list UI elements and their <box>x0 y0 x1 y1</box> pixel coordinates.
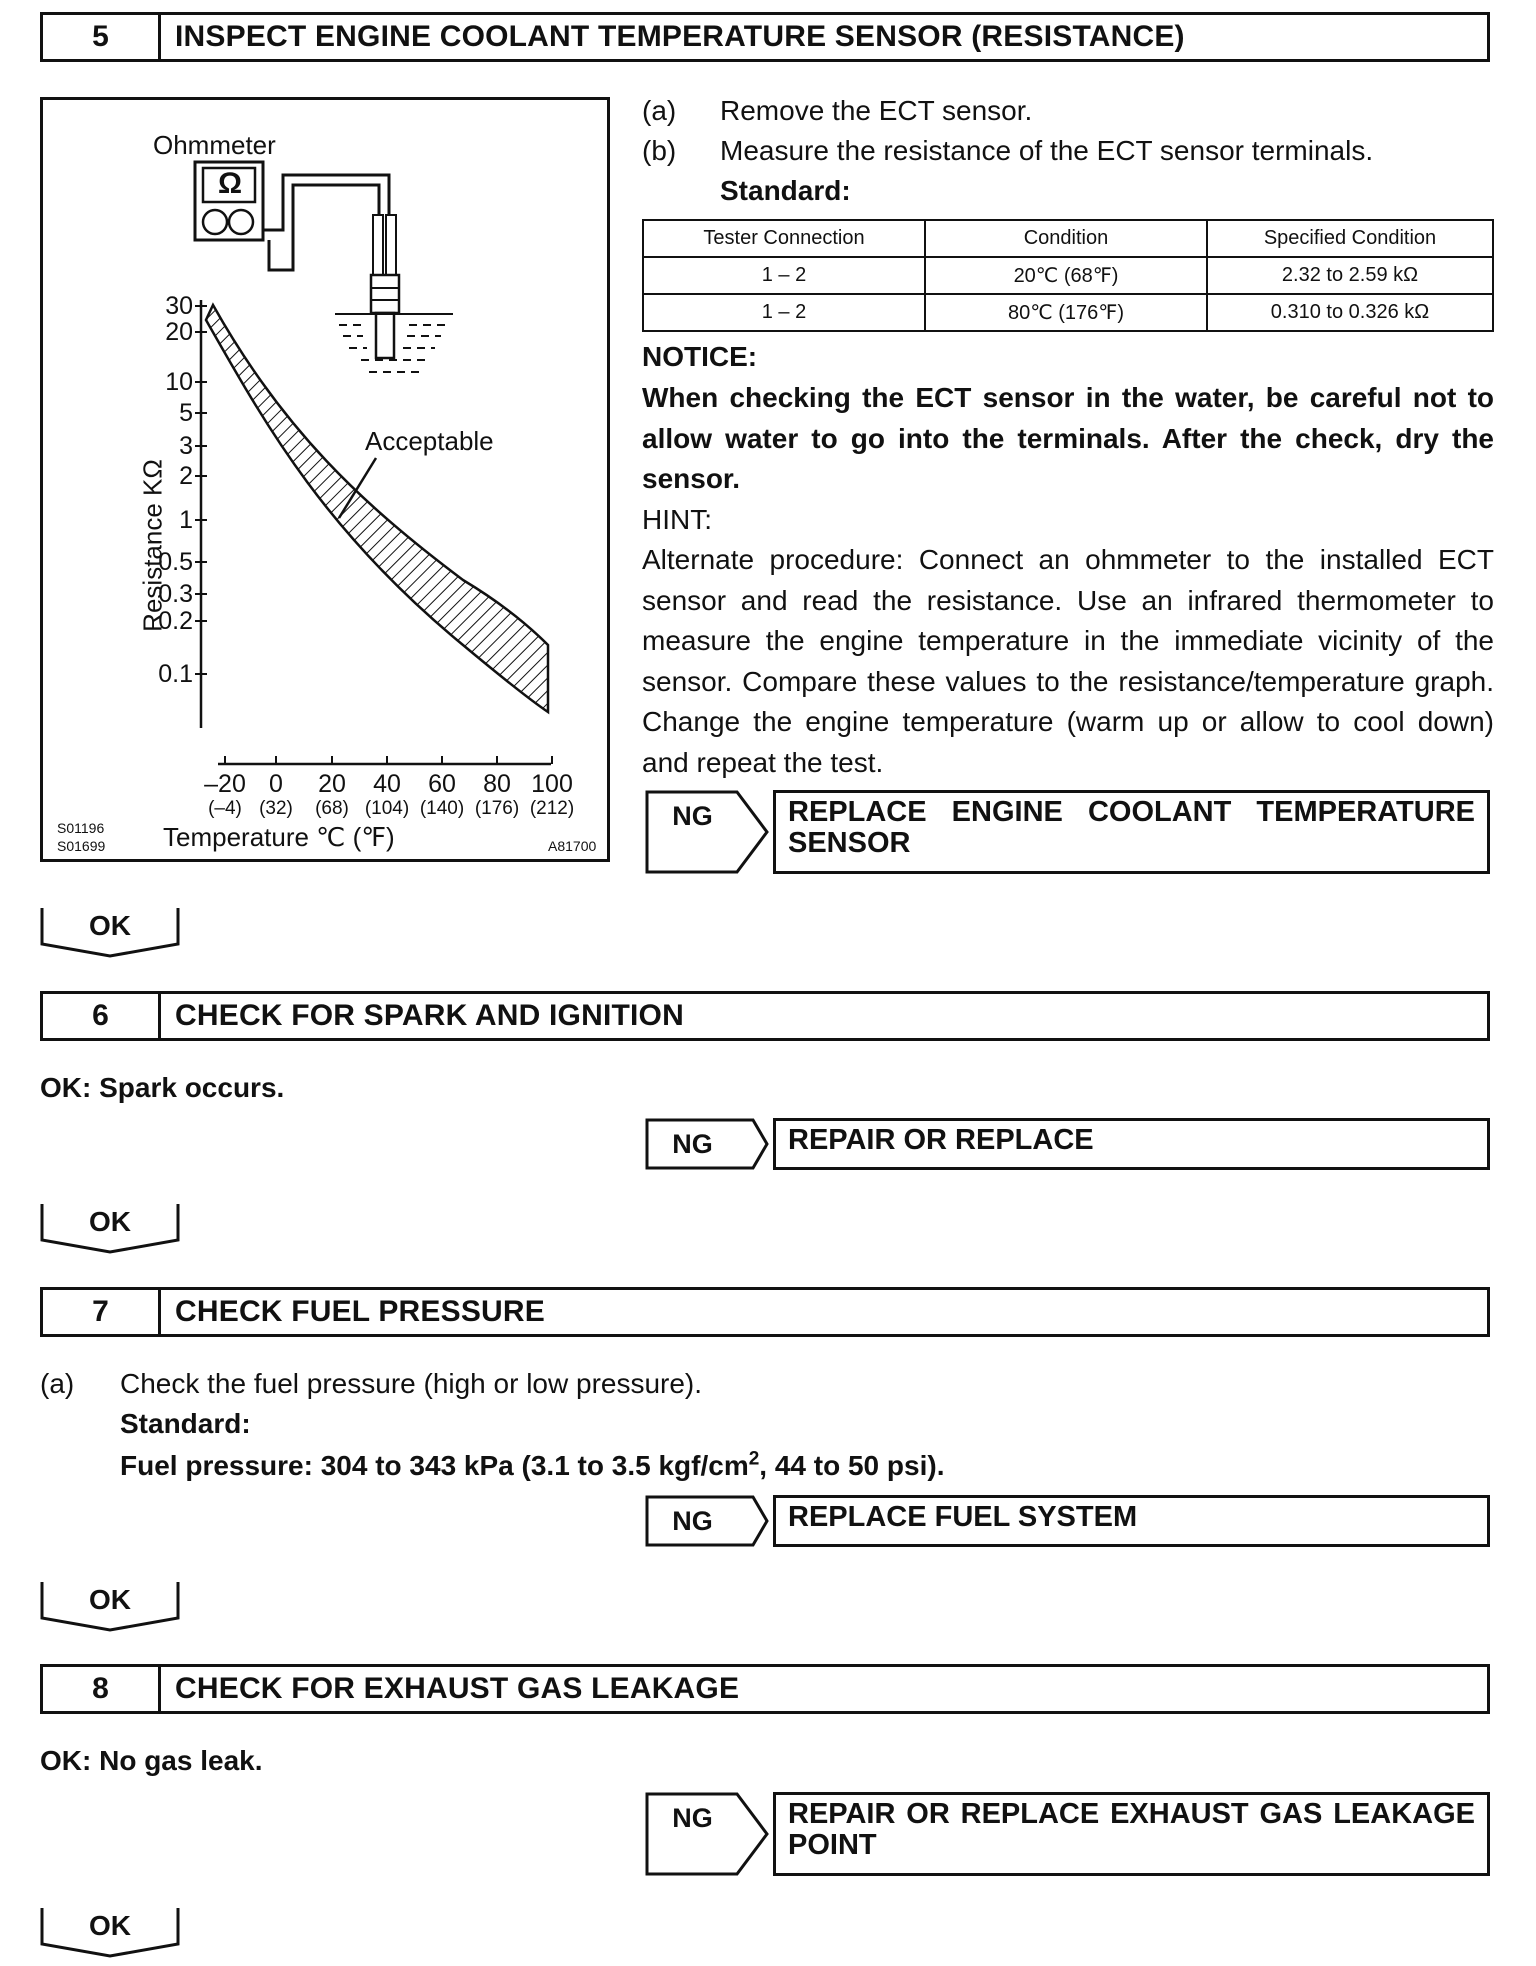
step-7a-marker: (a) <box>40 1368 75 1399</box>
table-header: Specified Condition <box>1207 220 1493 257</box>
ok-indicator <box>40 906 180 958</box>
ok-indicator <box>40 1202 180 1254</box>
x-tick-label-f: (68) <box>315 798 349 819</box>
step-number: 6 <box>43 994 161 1038</box>
table-row <box>643 294 1493 331</box>
table-cell: 20℃ (68℉) <box>925 257 1207 294</box>
ng-indicator <box>645 790 770 874</box>
x-tick-label: 0 <box>269 770 283 798</box>
y-tick-label: 3 <box>179 432 193 460</box>
y-tick-label: 20 <box>165 318 193 346</box>
notice-label: NOTICE: <box>642 341 758 372</box>
step-title: CHECK FUEL PRESSURE <box>175 1295 545 1328</box>
table-header-row <box>643 220 1493 257</box>
y-tick-label: 2 <box>179 462 193 490</box>
standard-label: Standard: <box>720 175 851 206</box>
table-row <box>643 257 1493 294</box>
figure-code-3: A81700 <box>548 838 597 854</box>
hint-text: Alternate procedure: Connect an ohmmeter to the installed ECT sensor and read the resistance. Use an infrared thermometer to measure the engine temperature in the immediate vicinity of the sensor. Compare these values to the resistance/temperature graph. Change the engine temperature (warm up or allow to cool down) and repeat the test. <box>642 544 1494 778</box>
ng-result-box: REPLACE FUEL SYSTEM <box>773 1495 1490 1547</box>
table-cell: 0.310 to 0.326 kΩ <box>1207 294 1493 331</box>
ng-label: NG <box>672 800 713 831</box>
resistance-temperature-figure <box>40 97 610 862</box>
y-tick-label: 5 <box>179 399 193 427</box>
table-header: Tester Connection <box>643 220 925 257</box>
table-cell: 1 – 2 <box>643 294 925 331</box>
spec-superscript: 2 <box>748 1448 760 1470</box>
table-cell: 2.32 to 2.59 kΩ <box>1207 257 1493 294</box>
step-title: INSPECT ENGINE COOLANT TEMPERATURE SENSOR (RESISTANCE) <box>175 20 1185 53</box>
y-tick-label: 0.5 <box>158 548 193 576</box>
step-title: CHECK FOR SPARK AND IGNITION <box>175 999 684 1032</box>
ohm-symbol: Ω <box>217 167 243 200</box>
y-tick-label: 0.1 <box>158 660 193 688</box>
spec-table <box>642 219 1494 332</box>
x-tick-label: 80 <box>483 770 511 798</box>
ng-result-box: REPAIR OR REPLACE <box>773 1118 1490 1170</box>
x-tick-label: 60 <box>428 770 456 798</box>
ok-condition: OK: No gas leak. <box>40 1745 263 1776</box>
x-tick-label-f: (32) <box>259 798 293 819</box>
y-axis-label: Resistance KΩ <box>137 459 168 632</box>
ng-result-box: REPAIR OR REPLACE EXHAUST GAS LEAKAGE POINT <box>773 1792 1490 1876</box>
step-number: 5 <box>43 15 161 59</box>
ok-label: OK <box>89 1910 131 1941</box>
ohmmeter-label: Ohmmeter <box>153 130 276 160</box>
hint-label: HINT: <box>642 504 712 535</box>
y-tick-label: 10 <box>165 368 193 396</box>
acceptable-label: Acceptable <box>365 426 494 456</box>
step-6-header <box>40 991 1490 1041</box>
step-5-header <box>40 12 1490 62</box>
x-tick-label-f: (–4) <box>208 798 242 819</box>
ng-label: NG <box>672 1128 713 1159</box>
step-7-header <box>40 1287 1490 1337</box>
figure-code-2: S01699 <box>57 838 106 854</box>
y-tick-label: 0.3 <box>158 580 193 608</box>
ng-indicator <box>645 1792 770 1876</box>
ok-label: OK <box>89 910 131 941</box>
ok-condition: OK: Spark occurs. <box>40 1072 285 1103</box>
ng-label: NG <box>672 1802 713 1833</box>
figure-code-1: S01196 <box>57 820 105 836</box>
ng-label: NG <box>672 1505 713 1536</box>
ect-sensor-icon <box>371 215 399 358</box>
step-number: 8 <box>43 1667 161 1711</box>
step-7a-text: Check the fuel pressure (high or low pressure). <box>120 1368 703 1399</box>
step-8-header <box>40 1664 1490 1714</box>
step-5a-text: Remove the ECT sensor. <box>720 95 1033 126</box>
x-tick-label: –20 <box>204 770 246 798</box>
y-tick-label: 30 <box>165 292 193 320</box>
table-header: Condition <box>925 220 1207 257</box>
step-number: 7 <box>43 1290 161 1334</box>
ok-label: OK <box>89 1584 131 1615</box>
table-cell: 80℃ (176℉) <box>925 294 1207 331</box>
ok-label: OK <box>89 1206 131 1237</box>
spec-text: , 44 to 50 psi). <box>759 1450 945 1481</box>
ng-result-box: REPLACE ENGINE COOLANT TEMPERATURE SENSOR <box>773 790 1490 874</box>
table-cell: 1 – 2 <box>643 257 925 294</box>
notice-text: When checking the ECT sensor in the water, be careful not to allow water to go into the terminals. After the check, dry the sensor. <box>642 382 1494 494</box>
fuel-pressure-spec <box>120 1446 944 1486</box>
ok-indicator <box>40 1580 180 1632</box>
ng-indicator <box>645 1495 770 1547</box>
x-tick-label-f: (140) <box>419 798 465 819</box>
y-tick-label: 0.2 <box>158 607 193 635</box>
step-title: CHECK FOR EXHAUST GAS LEAKAGE <box>175 1672 740 1705</box>
x-tick-label: 20 <box>318 770 346 798</box>
ok-indicator <box>40 1906 180 1958</box>
step-5b-text: Measure the resistance of the ECT sensor terminals. <box>720 135 1374 166</box>
spec-text: Fuel pressure: 304 to 343 kPa (3.1 to 3.5 kgf/cm <box>120 1450 749 1481</box>
x-tick-label-f: (176) <box>474 798 520 819</box>
standard-label: Standard: <box>120 1408 251 1439</box>
acceptable-band <box>206 305 548 712</box>
y-tick-label: 1 <box>179 506 193 534</box>
ng-indicator <box>645 1118 770 1170</box>
x-tick-label: 100 <box>531 770 573 798</box>
step-5a-marker: (a) <box>642 95 677 126</box>
x-tick-label: 40 <box>373 770 401 798</box>
x-tick-label-f: (104) <box>364 798 410 819</box>
x-tick-label-f: (212) <box>529 798 575 819</box>
step-5b-marker: (b) <box>642 135 677 166</box>
x-axis-label: Temperature ℃ (℉) <box>163 822 395 852</box>
